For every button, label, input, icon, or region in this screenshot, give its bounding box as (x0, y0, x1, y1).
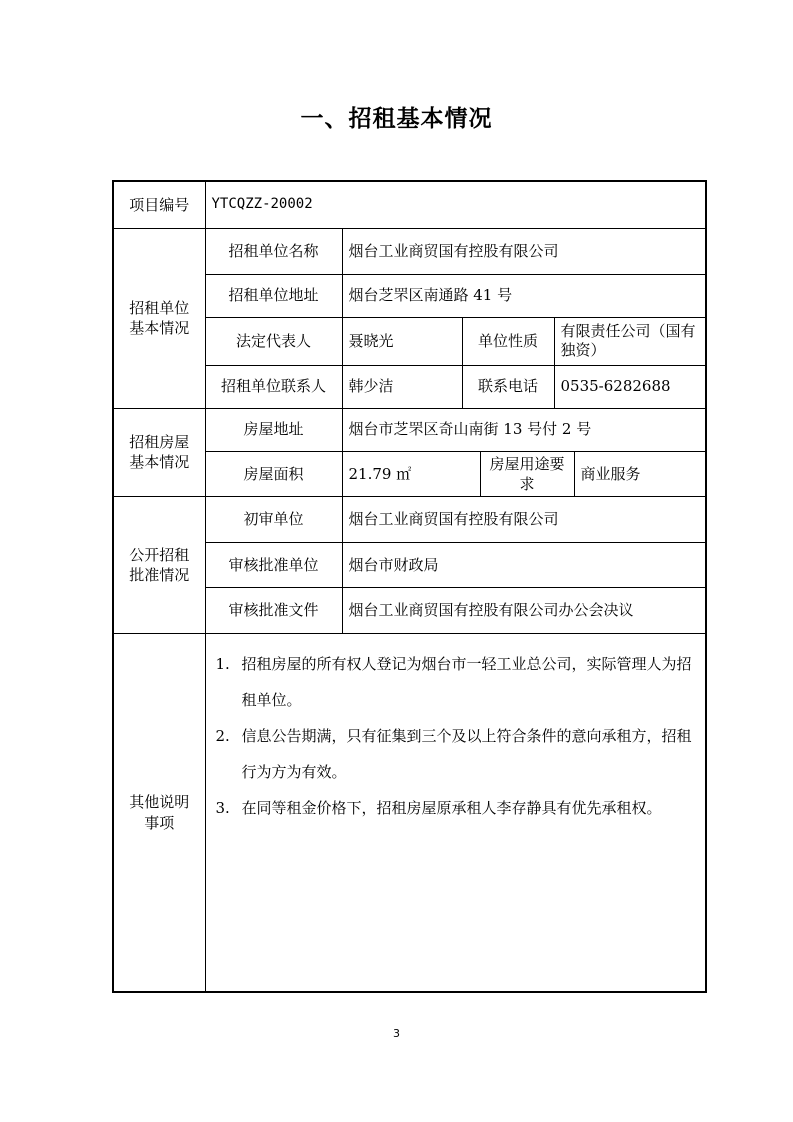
note-text: 信息公告期满，只有征集到三个及以上符合条件的意向承租方，招租行为方为有效。 (241, 727, 692, 781)
approval-section-text: 公开招租 批准情况 (129, 545, 190, 584)
page-title: 一、招租基本情况 (300, 105, 493, 132)
approver-label: 审核批准单位 (205, 543, 342, 588)
house-address-label: 房屋地址 (205, 408, 342, 451)
note-text: 招租房屋的所有权人登记为烟台市一轻工业总公司，实际管理人为招租单位。 (241, 655, 692, 709)
unit-address-label: 招租单位地址 (205, 274, 342, 317)
other-section-label (113, 634, 205, 993)
row-initial-review (113, 497, 706, 543)
note-number: 2. (215, 727, 230, 745)
unit-nature-value: 有限责任公司（国有独资） (554, 317, 706, 365)
row-project-id (113, 181, 706, 228)
note-item (216, 718, 696, 790)
page-number: 3 (393, 1027, 400, 1040)
row-house-address (113, 408, 706, 451)
note-item (216, 646, 696, 718)
row-unit-name (113, 228, 706, 274)
house-address-value: 烟台市芝罘区奇山南街 13 号付 2 号 (342, 408, 706, 451)
unit-nature-label: 单位性质 (462, 317, 554, 365)
contact-person-label: 招租单位联系人 (205, 365, 342, 408)
note-number: 1. (215, 655, 230, 673)
row-other-notes (113, 634, 706, 993)
contact-person-value: 韩少洁 (342, 365, 462, 408)
project-id-value: YTCQZZ-20002 (205, 181, 706, 228)
phone-value: 0535-6282688 (554, 365, 706, 408)
house-section-label (113, 408, 205, 497)
rental-info-table (112, 180, 707, 993)
house-use-value: 商业服务 (574, 451, 706, 497)
project-id-label: 项目编号 (113, 181, 205, 228)
unit-section-label (113, 228, 205, 408)
initial-review-value: 烟台工业商贸国有控股有限公司 (342, 497, 706, 543)
house-area-label: 房屋面积 (205, 451, 342, 497)
unit-name-label: 招租单位名称 (205, 228, 342, 274)
house-area-value: 21.79 ㎡ (342, 451, 480, 497)
initial-review-label: 初审单位 (205, 497, 342, 543)
house-use-label: 房屋用途要求 (480, 451, 574, 497)
unit-address-value: 烟台芝罘区南通路 41 号 (342, 274, 706, 317)
note-text: 在同等租金价格下，招租房屋原承租人李存静具有优先承租权。 (241, 799, 662, 817)
approval-section-label (113, 497, 205, 634)
unit-name-value: 烟台工业商贸国有控股有限公司 (342, 228, 706, 274)
unit-section-text: 招租单位 基本情况 (129, 298, 190, 337)
approver-value: 烟台市财政局 (342, 543, 706, 588)
phone-label: 联系电话 (462, 365, 554, 408)
house-section-text: 招租房屋 基本情况 (129, 433, 190, 472)
note-number: 3. (215, 799, 230, 817)
other-section-text: 其他说明 事项 (129, 793, 190, 832)
approval-doc-label: 审核批准文件 (205, 588, 342, 634)
approval-doc-value: 烟台工业商贸国有控股有限公司办公会决议 (342, 588, 706, 634)
legal-rep-label: 法定代表人 (205, 317, 342, 365)
notes-cell (205, 634, 706, 993)
legal-rep-value: 聂晓光 (342, 317, 462, 365)
note-item (216, 790, 696, 826)
